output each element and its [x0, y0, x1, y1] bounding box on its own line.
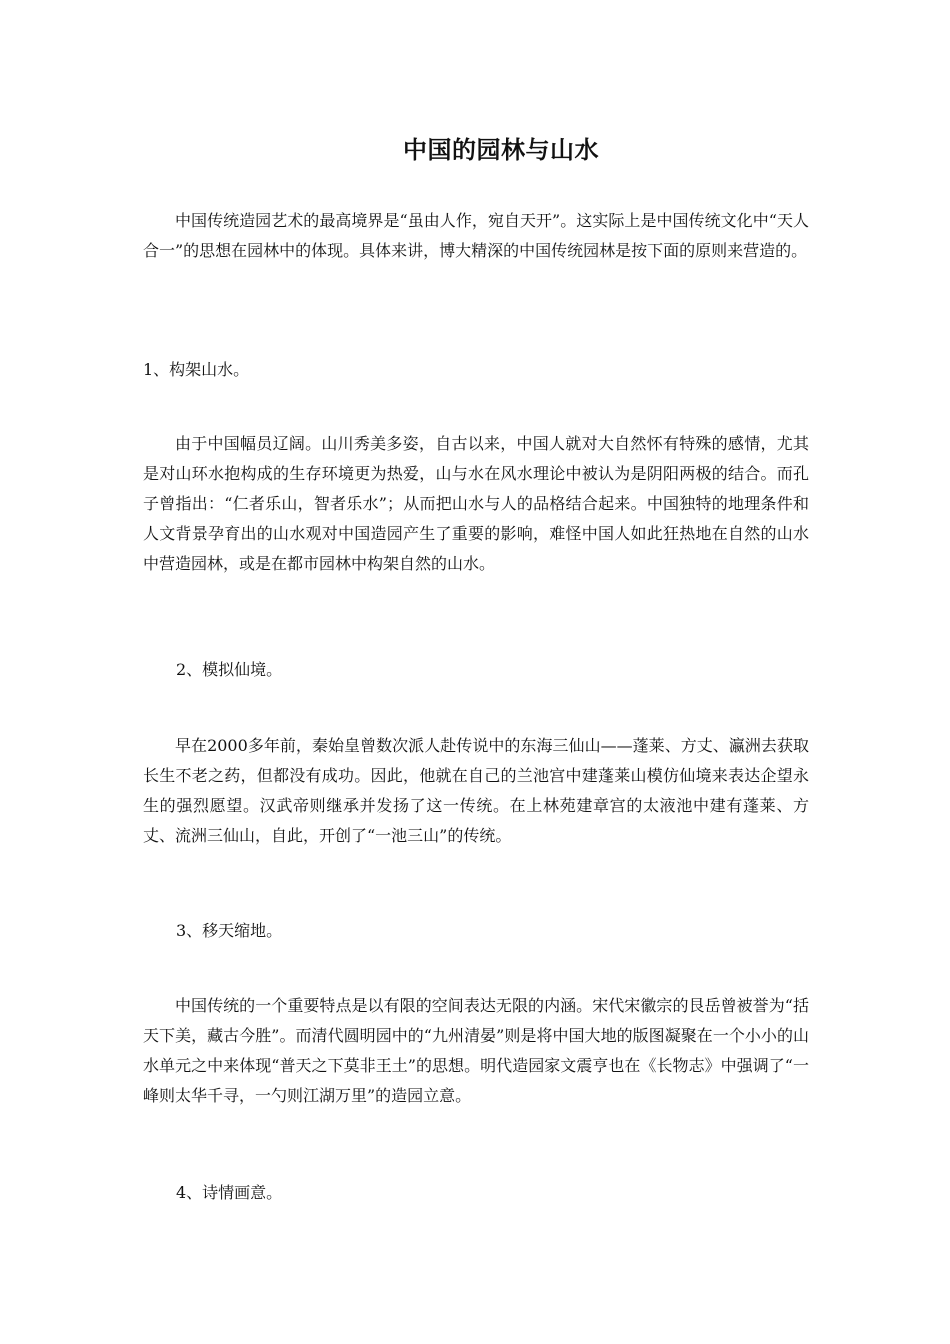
- section-heading-1: 1、构架山水。: [143, 360, 250, 379]
- section-heading-4: 4、诗情画意。: [176, 1183, 283, 1202]
- intro-paragraph: 中国传统造园艺术的最高境界是“虽由人作，宛自天开”。这实际上是中国传统文化中“天人合一”的思想在园林中的体现。具体来讲，博大精深的中国传统园林是按下面的原则来营造的。: [143, 211, 809, 260]
- section-paragraph-3: 中国传统的一个重要特点是以有限的空间表达无限的内涵。宋代宋徽宗的艮岳曾被誉为“括天下美，藏古今胜”。而清代圆明园中的“九州清晏”则是将中国大地的版图凝聚在一个小小的山水单元之中来体现“普天之下莫非王土”的思想。明代造园家文震亨也在《长物志》中强调了“一峰则太华千寻，一勺则江湖万里”的造园立意。: [143, 996, 809, 1105]
- section-paragraph-2: 早在2000多年前，秦始皇曾数次派人赴传说中的东海三仙山——蓬莱、方丈、瀛洲去获取长生不老之药，但都没有成功。因此，他就在自己的兰池宫中建蓬莱山模仿仙境来表达企望永生的强烈愿望。汉武帝则继承并发扬了这一传统。在上林苑建章宫的太液池中建有蓬莱、方丈、流洲三仙山，自此，开创了“一池三山”的传统。: [143, 736, 809, 845]
- section-paragraph-1: 由于中国幅员辽阔。山川秀美多姿，自古以来，中国人就对大自然怀有特殊的感情，尤其是对山环水抱构成的生存环境更为热爱，山与水在风水理论中被认为是阴阳两极的结合。而孔子曾指出：“仁者乐山，智者乐水”；从而把山水与人的品格结合起来。中国独特的地理条件和人文背景孕育出的山水观对中国造园产生了重要的影响，难怪中国人如此狂热地在自然的山水中营造园林，或是在都市园林中构架自然的山水。: [143, 434, 809, 573]
- document-title: 中国的园林与山水: [403, 136, 599, 165]
- section-heading-2: 2、模拟仙境。: [176, 660, 283, 679]
- section-heading-3: 3、移天缩地。: [176, 921, 283, 940]
